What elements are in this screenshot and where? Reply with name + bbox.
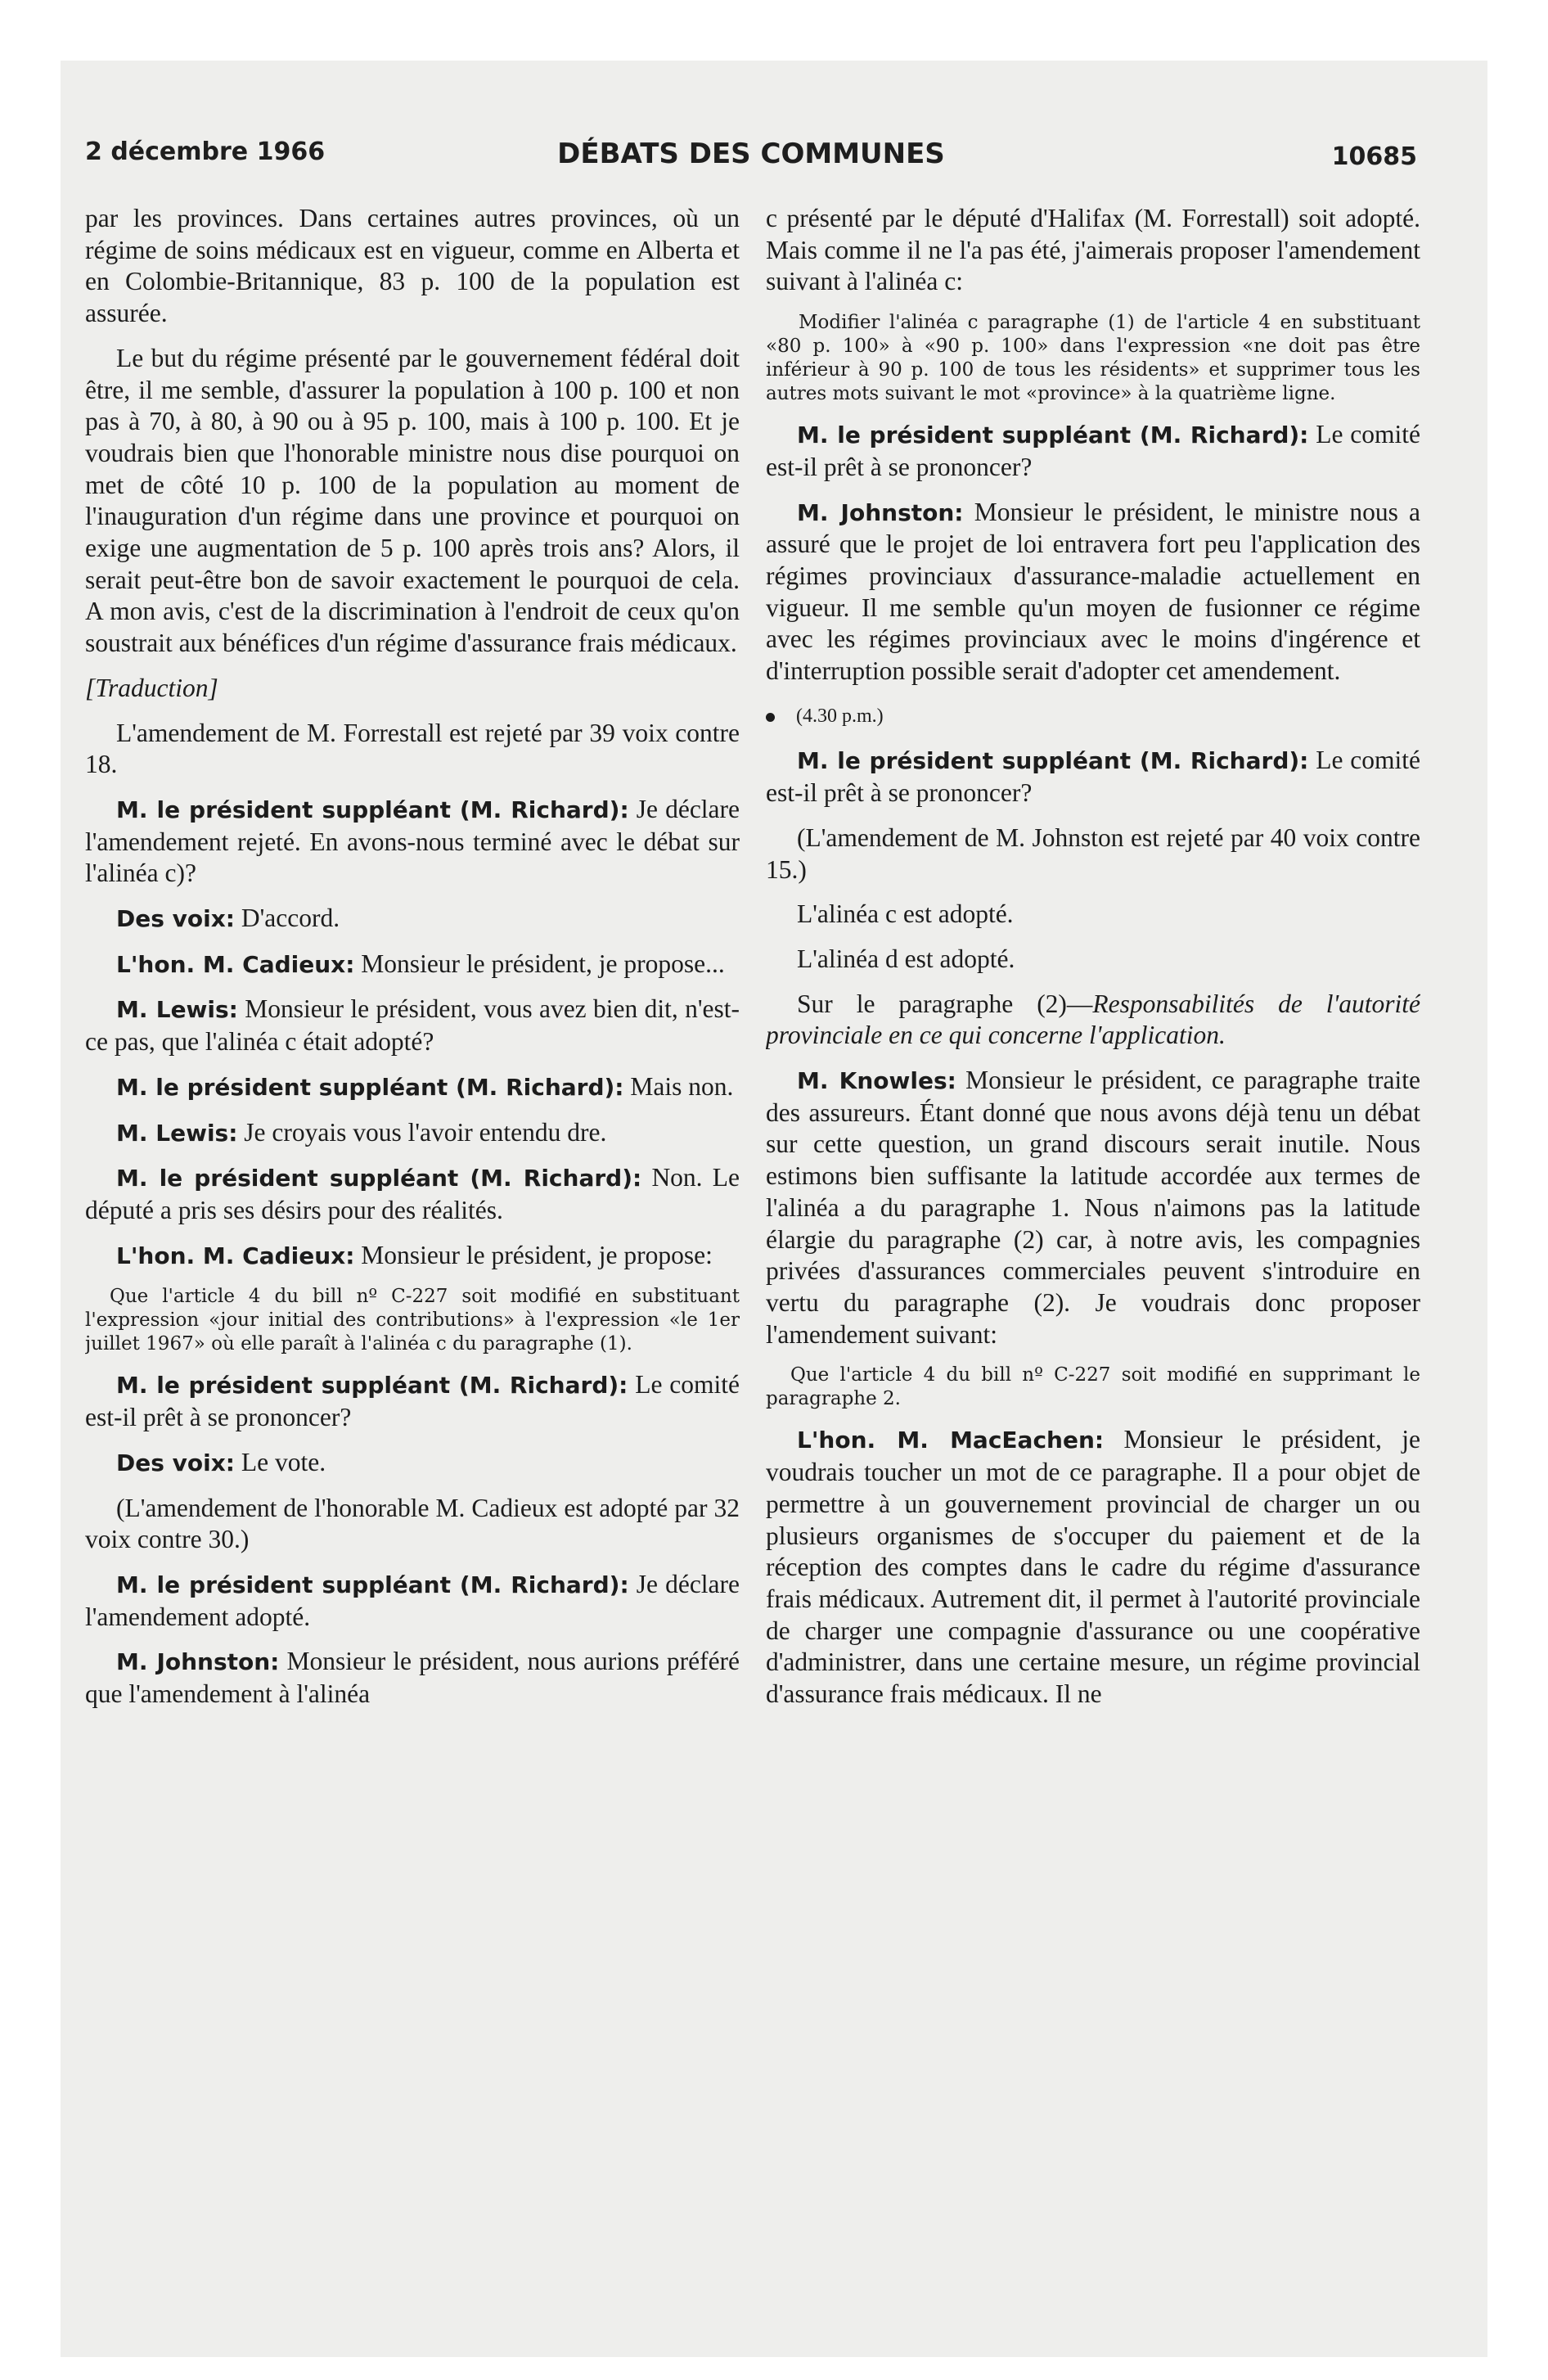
speech: [85, 1071, 740, 1104]
speech-text: Je croyais vous l'avoir entendu dre.: [244, 1117, 607, 1147]
speech-text: Monsieur le président, vous avez bien dit, n'est-ce pas, que l'alinéa c était adopté?: [85, 994, 740, 1057]
motion-text: Que l'article 4 du bill nº C-227 soit modifié en supprimant le paragraphe 2.: [766, 1364, 1420, 1410]
paragraph: [766, 989, 1420, 1052]
motion-text: Modifier l'alinéa c paragraphe (1) de l'article 4 en substituant «80 p. 100» à «90 p. 100» dans l'expression «ne doit pas être inférieur à 90 p. 100 de tous les résidents» et supprimer tous les autres mots suivant le mot «province» à la quatrième ligne.: [766, 312, 1420, 405]
speaker-name: M. Lewis:: [116, 996, 238, 1024]
speaker-name: M. Johnston:: [797, 498, 964, 526]
header-date: 2 décembre 1966: [85, 137, 326, 166]
speech: [766, 745, 1420, 809]
speech: [85, 903, 740, 935]
speaker-name: M. le président suppléant (M. Richard):: [116, 796, 629, 823]
speech-text: Le comité est-il prêt à se prononcer?: [85, 1370, 740, 1432]
paragraph: L'amendement de M. Forrestall est rejeté par 39 voix contre 18.: [85, 718, 740, 779]
speaker-name: Des voix:: [116, 1449, 235, 1476]
right-column: [766, 203, 1420, 2265]
speaker-name: Des voix:: [116, 905, 235, 933]
speech-text: Monsieur le président, je propose:: [361, 1240, 713, 1269]
speech: [85, 1162, 740, 1226]
speaker-name: M. le président suppléant (M. Richard):: [116, 1073, 624, 1101]
bullet-icon: [766, 713, 775, 722]
speech: [85, 794, 740, 890]
speech: [85, 1369, 740, 1433]
speaker-name: M. Knowles:: [797, 1067, 956, 1095]
speech-text: Non. Le député a pris ses désirs pour des réalités.: [85, 1163, 740, 1224]
speaker-name: L'hon. M. Cadieux:: [116, 1242, 355, 1269]
speech-text: Monsieur le président, le ministre nous a assuré que le projet de loi entravera fort peu l'application des régimes provinciaux d'assurance-maladie actuellement en vigueur. Il me semble qu'un moyen de fusionner ce régime avec les régimes provinciaux avec le moins d'ingérence et d'interruption possible serait d'adopter cet amendement.: [766, 497, 1420, 686]
page-header: [85, 137, 1417, 170]
speech: [85, 1117, 740, 1150]
speech-text: Monsieur le président, ce paragraphe traite des assureurs. Étant donné que nous avons déjà tenu un débat sur cette question, un grand discours serait inutile. Nous estimons bien suffisante la latitude accordée aux termes de l'alinéa a du paragraphe 1. Nous n'aimons pas la latitude élargie du paragraphe (2) car, à notre avis, les compagnies privées d'assurances commerciales peuvent s'introduire en vertu du paragraphe (2). Je voudrais donc proposer l'amendement suivant:: [766, 1066, 1420, 1349]
paragraph: (L'amendement de M. Johnston est rejeté par 40 voix contre 15.): [766, 823, 1420, 884]
speech-text: Mais non.: [630, 1071, 734, 1101]
speech: [85, 1646, 740, 1710]
speech-text: Je déclare l'amendement adopté.: [85, 1569, 740, 1631]
speaker-name: L'hon. M. MacEachen:: [797, 1427, 1105, 1454]
speaker-name: M. le président suppléant (M. Richard):: [116, 1372, 628, 1400]
paragraph: c présenté par le député d'Halifax (M. Forrestall) soit adopté. Mais comme il ne l'a pas été, j'aimerais proposer l'amendement suivant à l'alinéa c:: [766, 204, 1420, 296]
speech: [766, 1065, 1420, 1350]
subject-title: Responsabilités de l'autorité provinciale en ce qui concerne l'application.: [766, 989, 1420, 1050]
speaker-name: M. Johnston:: [116, 1648, 280, 1676]
speaker-name: L'hon. M. Cadieux:: [116, 950, 355, 978]
paragraph: par les provinces. Dans certaines autres provinces, où un régime de soins médicaux est en vigueur, comme en Alberta et en Colombie-Britannique, 83 p. 100 de la population est assurée.: [85, 204, 740, 328]
speech-text: Le vote.: [241, 1447, 326, 1476]
speaker-name: M. le président suppléant (M. Richard):: [116, 1165, 642, 1192]
header-title: DÉBATS DES COMMUNES: [557, 137, 945, 170]
translation-marker: [Traduction]: [85, 673, 218, 702]
paragraph: L'alinéa c est adopté.: [797, 899, 1014, 929]
speech-text: D'accord.: [241, 904, 340, 933]
speech: [85, 949, 740, 981]
speaker-name: M. le président suppléant (M. Richard):: [797, 747, 1309, 775]
time-stamp: (4.30 p.m.): [796, 705, 884, 727]
paragraph: L'alinéa d est adopté.: [797, 944, 1015, 973]
speech-text: Je déclare l'amendement rejeté. En avons-nous terminé avec le débat sur l'alinéa c)?: [85, 794, 740, 888]
speech-text: Le comité est-il prêt à se prononcer?: [766, 746, 1420, 808]
speech-text: Monsieur le président, je voudrais toucher un mot de ce paragraphe. Il a pour objet de permettre à un gouvernement provincial de charger un ou plusieurs organismes de s'occuper du paiement et de la réception des comptes dans le cadre du régime d'assurance frais médicaux. Autrement dit, il permet à l'autorité provinciale de charger une compagnie d'assurance ou une coopérative d'administrer, dans une certaine mesure, un régime provincial d'assurance frais médicaux. Il ne: [766, 1425, 1420, 1709]
left-column: [85, 203, 740, 2265]
speech: [85, 1569, 740, 1633]
speech: [766, 419, 1420, 483]
speech: [766, 1424, 1420, 1710]
speech: [85, 1240, 740, 1273]
speech: [85, 1447, 740, 1480]
speech: [85, 994, 740, 1057]
speaker-name: M. Lewis:: [116, 1119, 238, 1147]
speech-text: Le comité est-il prêt à se prononcer?: [766, 420, 1420, 481]
speech: [766, 497, 1420, 687]
page-number: 10685: [1331, 142, 1417, 171]
time-marker: [766, 701, 1420, 732]
paragraph: Le but du régime présenté par le gouvernement fédéral doit être, il me semble, d'assurer la population à 100 p. 100 et non pas à 70, à 80, à 90 ou à 95 p. 100, mais à 100 p. 100. Et je voudrais bien que l'honorable ministre nous dise pourquoi on met de côté 10 p. 100 de la population au moment de l'inauguration d'un régime dans une province et pourquoi on exige une augmentation de 5 p. 100 après trois ans? Alors, il serait peut-être bon de savoir exactement le pourquoi de cela. A mon avis, c'est de la discrimination à l'endroit de ceux qu'on soustrait aux bénéfices d'un régime d'assurance frais médicaux.: [85, 343, 740, 658]
subject-prefix: Sur le paragraphe (2)—: [797, 989, 1093, 1018]
speech-text: Monsieur le président, nous aurions préféré que l'amendement à l'alinéa: [85, 1647, 740, 1709]
motion-text: Que l'article 4 du bill nº C-227 soit modifié en substituant l'expression «jour initial des contributions» à l'expression «le 1er juillet 1967» où elle paraît à l'alinéa c du paragraphe (1).: [85, 1286, 740, 1355]
speech-text: Monsieur le président, je propose...: [361, 949, 725, 978]
speaker-name: M. le président suppléant (M. Richard):: [797, 421, 1309, 449]
speaker-name: M. le président suppléant (M. Richard):: [116, 1571, 629, 1598]
paragraph: (L'amendement de l'honorable M. Cadieux est adopté par 32 voix contre 30.): [85, 1493, 740, 1554]
